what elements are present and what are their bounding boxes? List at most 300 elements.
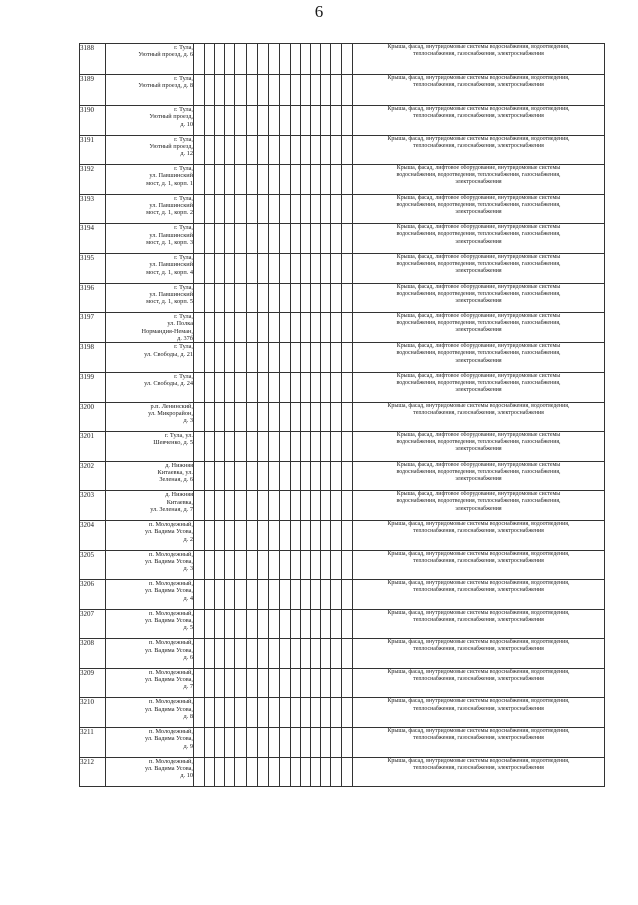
empty-cell — [247, 491, 258, 521]
empty-cell — [247, 757, 258, 787]
empty-cell — [280, 728, 291, 758]
empty-cell — [225, 135, 235, 165]
empty-cell — [291, 698, 301, 728]
works-line: теплоснабжения, газоснабжения, электроснабжения — [413, 51, 544, 58]
empty-cell — [269, 520, 280, 550]
row-address — [106, 728, 194, 758]
empty-cell — [311, 580, 321, 610]
empty-cell — [291, 580, 301, 610]
works-line: Крыша, фасад, внутридомовые системы водоснабжения, водоотведения, — [387, 639, 570, 646]
address-line: Шевченко, д. 5 — [153, 439, 193, 447]
row-works — [353, 609, 605, 639]
empty-cell — [342, 461, 353, 491]
empty-cell — [301, 44, 311, 75]
empty-cell — [269, 461, 280, 491]
empty-cell — [331, 106, 342, 136]
empty-cell — [269, 253, 280, 283]
row-number: 3203 — [80, 491, 106, 521]
empty-cell — [331, 75, 342, 106]
row-number: 3190 — [80, 106, 106, 136]
empty-cell — [280, 75, 291, 106]
empty-cell — [194, 283, 205, 313]
table-row — [80, 343, 605, 373]
empty-cell — [205, 728, 215, 758]
empty-cell — [291, 609, 301, 639]
works-line: электроснабжения — [455, 238, 502, 245]
works-line: Крыша, фасад, внутридомовые системы водоснабжения, водоотведения, — [387, 698, 570, 705]
empty-cell — [205, 44, 215, 75]
empty-cell — [247, 432, 258, 462]
empty-cell — [321, 668, 331, 698]
works-line: электроснабжения — [455, 387, 502, 394]
empty-cell — [225, 461, 235, 491]
empty-cell — [269, 402, 280, 432]
row-works — [353, 461, 605, 491]
works-line: электроснабжения — [455, 505, 502, 512]
empty-cell — [311, 372, 321, 402]
empty-cell — [194, 580, 205, 610]
address-line: ул. Вадима Усова, — [145, 735, 193, 743]
empty-cell — [342, 609, 353, 639]
works-line: Крыша, фасад, лифтовое оборудование, внутридомовые системы — [396, 461, 561, 468]
empty-cell — [301, 372, 311, 402]
empty-cell — [235, 253, 247, 283]
empty-cell — [269, 165, 280, 195]
row-works — [353, 253, 605, 283]
empty-cell — [194, 75, 205, 106]
empty-cell — [321, 106, 331, 136]
works-line: водоснабжения, водоотведения, теплоснабжения, газоснабжения, — [396, 380, 561, 387]
empty-cell — [215, 343, 225, 373]
row-number: 3196 — [80, 283, 106, 313]
address-line: ул. Зеленая, д. 7 — [150, 505, 193, 513]
empty-cell — [280, 44, 291, 75]
row-works — [353, 106, 605, 136]
empty-cell — [331, 313, 342, 343]
row-works — [353, 402, 605, 432]
empty-cell — [321, 432, 331, 462]
empty-cell — [247, 520, 258, 550]
empty-cell — [258, 135, 269, 165]
empty-cell — [291, 520, 301, 550]
empty-cell — [331, 194, 342, 224]
empty-cell — [342, 283, 353, 313]
works-line: Крыша, фасад, лифтовое оборудование, внутридомовые системы — [396, 224, 561, 231]
empty-cell — [225, 491, 235, 521]
empty-cell — [205, 520, 215, 550]
works-line: теплоснабжения, газоснабжения, электроснабжения — [413, 528, 544, 534]
empty-cell — [342, 165, 353, 195]
empty-cell — [291, 44, 301, 75]
row-address — [106, 313, 194, 343]
empty-cell — [247, 224, 258, 254]
empty-cell — [301, 253, 311, 283]
empty-cell — [321, 491, 331, 521]
empty-cell — [215, 75, 225, 106]
empty-cell — [321, 757, 331, 787]
housing-register-table — [79, 43, 605, 787]
address-line: д. 10 — [180, 772, 193, 780]
works-line: Крыша, фасад, лифтовое оборудование, внутридомовые системы — [396, 283, 561, 290]
table-row — [80, 698, 605, 728]
empty-cell — [301, 313, 311, 343]
address-line: д. 3 — [183, 417, 193, 425]
address-line: Китаевка, — [166, 498, 193, 506]
empty-cell — [258, 491, 269, 521]
table-row — [80, 402, 605, 432]
address-line: ул. Свободы, д. 21 — [144, 350, 193, 358]
empty-cell — [258, 253, 269, 283]
empty-cell — [235, 135, 247, 165]
empty-cell — [205, 283, 215, 313]
table-row — [80, 165, 605, 195]
empty-cell — [269, 698, 280, 728]
works-line: водоснабжения, водоотведения, теплоснабжения, газоснабжения, — [396, 320, 561, 327]
empty-cell — [258, 432, 269, 462]
empty-cell — [280, 609, 291, 639]
address-line: Китаевка, ул. — [157, 469, 193, 477]
works-line: Крыша, фасад, внутридомовые системы водоснабжения, водоотведения, — [387, 520, 570, 527]
empty-cell — [269, 639, 280, 669]
address-line: п. Молодежный, — [148, 520, 193, 528]
empty-cell — [311, 432, 321, 462]
address-line: д. 8 — [183, 713, 193, 721]
empty-cell — [215, 44, 225, 75]
empty-cell — [235, 106, 247, 136]
works-line: водоснабжения, водоотведения, теплоснабжения, газоснабжения, — [396, 261, 561, 268]
row-address — [106, 283, 194, 313]
address-line: д. Нижняя — [165, 491, 193, 499]
row-works — [353, 668, 605, 698]
works-line: Крыша, фасад, лифтовое оборудование, внутридомовые системы — [396, 343, 561, 350]
empty-cell — [235, 432, 247, 462]
empty-cell — [321, 343, 331, 373]
address-line: ул. Вадима Усова, — [145, 764, 193, 772]
empty-cell — [331, 372, 342, 402]
empty-cell — [269, 609, 280, 639]
empty-cell — [321, 461, 331, 491]
row-address — [106, 165, 194, 195]
address-line: п. Молодежный, — [148, 668, 193, 676]
empty-cell — [247, 639, 258, 669]
row-number: 3206 — [80, 580, 106, 610]
empty-cell — [258, 106, 269, 136]
address-line: д. 2 — [183, 535, 193, 543]
row-works — [353, 372, 605, 402]
empty-cell — [321, 520, 331, 550]
empty-cell — [269, 550, 280, 580]
row-address — [106, 461, 194, 491]
empty-cell — [280, 106, 291, 136]
row-number: 3192 — [80, 165, 106, 195]
address-line: д. 5 — [183, 624, 193, 632]
empty-cell — [205, 343, 215, 373]
table-row — [80, 520, 605, 550]
empty-cell — [269, 44, 280, 75]
empty-cell — [225, 194, 235, 224]
address-line: д. 4 — [183, 594, 193, 602]
empty-cell — [269, 432, 280, 462]
empty-cell — [194, 432, 205, 462]
empty-cell — [194, 135, 205, 165]
works-line: Крыша, фасад, лифтовое оборудование, внутридомовые системы — [396, 165, 561, 172]
empty-cell — [225, 609, 235, 639]
address-line: Уютный проезд, д. 6 — [138, 51, 193, 59]
address-line: ул. Вадима Усова, — [145, 587, 193, 595]
row-address — [106, 668, 194, 698]
empty-cell — [311, 313, 321, 343]
address-line: г. Тула, — [174, 194, 193, 202]
empty-cell — [280, 343, 291, 373]
row-address — [106, 106, 194, 136]
empty-cell — [280, 224, 291, 254]
address-line: г. Тула, — [174, 253, 193, 261]
empty-cell — [215, 313, 225, 343]
empty-cell — [247, 402, 258, 432]
table-row — [80, 224, 605, 254]
row-number: 3198 — [80, 343, 106, 373]
empty-cell — [235, 313, 247, 343]
empty-cell — [258, 283, 269, 313]
empty-cell — [311, 194, 321, 224]
empty-cell — [235, 639, 247, 669]
empty-cell — [269, 106, 280, 136]
address-line: г. Тула, ул. — [164, 432, 193, 440]
address-line: мост, д. 1, корп. 5 — [146, 298, 193, 306]
empty-cell — [235, 698, 247, 728]
empty-cell — [225, 313, 235, 343]
row-number: 3193 — [80, 194, 106, 224]
address-line: ул. Вадима Усова, — [145, 676, 193, 684]
empty-cell — [301, 520, 311, 550]
empty-cell — [331, 224, 342, 254]
empty-cell — [311, 609, 321, 639]
empty-cell — [205, 75, 215, 106]
empty-cell — [269, 668, 280, 698]
address-line: п. Молодежный, — [148, 550, 193, 558]
empty-cell — [225, 402, 235, 432]
empty-cell — [311, 757, 321, 787]
address-line: г. Тула, — [174, 283, 193, 291]
empty-cell — [342, 491, 353, 521]
empty-cell — [269, 757, 280, 787]
empty-cell — [235, 757, 247, 787]
table-row — [80, 550, 605, 580]
empty-cell — [321, 253, 331, 283]
empty-cell — [291, 75, 301, 106]
row-address — [106, 609, 194, 639]
empty-cell — [280, 194, 291, 224]
works-line: Крыша, фасад, лифтовое оборудование, внутридомовые системы — [396, 491, 561, 498]
empty-cell — [321, 165, 331, 195]
empty-cell — [291, 728, 301, 758]
empty-cell — [301, 106, 311, 136]
table-row — [80, 461, 605, 491]
empty-cell — [311, 165, 321, 195]
empty-cell — [311, 224, 321, 254]
empty-cell — [225, 550, 235, 580]
empty-cell — [331, 343, 342, 373]
empty-cell — [269, 491, 280, 521]
table-row — [80, 757, 605, 787]
empty-cell — [225, 639, 235, 669]
empty-cell — [331, 639, 342, 669]
table-row — [80, 253, 605, 283]
row-works — [353, 698, 605, 728]
empty-cell — [205, 253, 215, 283]
row-number: 3210 — [80, 698, 106, 728]
empty-cell — [235, 343, 247, 373]
address-line: п. Молодежный, — [148, 580, 193, 588]
empty-cell — [301, 343, 311, 373]
address-line: д. Нижняя — [165, 461, 193, 469]
empty-cell — [301, 639, 311, 669]
table-row — [80, 283, 605, 313]
empty-cell — [342, 432, 353, 462]
works-line: электроснабжения — [455, 446, 502, 453]
address-line: Зеленая, д. 6 — [159, 476, 193, 484]
address-line: ул. Вадима Усова, — [145, 646, 193, 654]
address-line: Уютный проезд, — [149, 142, 193, 150]
row-works — [353, 135, 605, 165]
row-works — [353, 491, 605, 521]
empty-cell — [194, 550, 205, 580]
empty-cell — [235, 372, 247, 402]
row-works — [353, 283, 605, 313]
empty-cell — [258, 520, 269, 550]
empty-cell — [342, 550, 353, 580]
address-line: д. 9 — [183, 742, 193, 750]
empty-cell — [291, 757, 301, 787]
empty-cell — [247, 343, 258, 373]
empty-cell — [258, 550, 269, 580]
empty-cell — [342, 194, 353, 224]
empty-cell — [215, 224, 225, 254]
table-row — [80, 44, 605, 75]
empty-cell — [258, 698, 269, 728]
works-line: водоснабжения, водоотведения, теплоснабжения, газоснабжения, — [396, 350, 561, 357]
table-row — [80, 668, 605, 698]
address-line: Уютный проезд, д. 8 — [138, 82, 193, 90]
works-line: водоснабжения, водоотведения, теплоснабжения, газоснабжения, — [396, 201, 561, 208]
address-line: д. 10 — [180, 120, 193, 128]
empty-cell — [331, 165, 342, 195]
empty-cell — [301, 580, 311, 610]
empty-cell — [311, 639, 321, 669]
empty-cell — [258, 343, 269, 373]
empty-cell — [215, 668, 225, 698]
empty-cell — [301, 698, 311, 728]
works-line: Крыша, фасад, лифтовое оборудование, внутридомовые системы — [396, 313, 561, 320]
empty-cell — [194, 343, 205, 373]
empty-cell — [342, 698, 353, 728]
empty-cell — [235, 491, 247, 521]
empty-cell — [225, 75, 235, 106]
empty-cell — [247, 106, 258, 136]
address-line: ул. Павшинский — [149, 290, 193, 298]
row-address — [106, 550, 194, 580]
empty-cell — [225, 165, 235, 195]
works-line: теплоснабжения, газоснабжения, электроснабжения — [413, 557, 544, 564]
works-line: Крыша, фасад, внутридомовые системы водоснабжения, водоотведения, — [387, 757, 570, 764]
empty-cell — [269, 580, 280, 610]
address-line: д. 6 — [183, 653, 193, 661]
address-line: г. Тула, — [174, 313, 193, 321]
empty-cell — [205, 402, 215, 432]
row-number: 3201 — [80, 432, 106, 462]
empty-cell — [321, 639, 331, 669]
row-number: 3191 — [80, 135, 106, 165]
empty-cell — [301, 194, 311, 224]
address-line: п. Молодежный, — [148, 639, 193, 647]
works-line: Крыша, фасад, внутридомовые системы водоснабжения, водоотведения, — [387, 402, 570, 409]
empty-cell — [247, 609, 258, 639]
address-line: р.п. Ленинский, — [150, 402, 193, 410]
empty-cell — [331, 550, 342, 580]
empty-cell — [194, 194, 205, 224]
empty-cell — [225, 757, 235, 787]
empty-cell — [225, 432, 235, 462]
empty-cell — [342, 313, 353, 343]
empty-cell — [342, 44, 353, 75]
empty-cell — [247, 165, 258, 195]
works-line: Крыша, фасад, внутридомовые системы водоснабжения, водоотведения, — [387, 609, 570, 616]
empty-cell — [301, 728, 311, 758]
row-number: 3194 — [80, 224, 106, 254]
row-address — [106, 757, 194, 787]
address-line: г. Тула, — [174, 165, 193, 173]
empty-cell — [235, 609, 247, 639]
table-row — [80, 491, 605, 521]
empty-cell — [235, 194, 247, 224]
row-works — [353, 639, 605, 669]
row-number: 3202 — [80, 461, 106, 491]
empty-cell — [342, 639, 353, 669]
empty-cell — [247, 283, 258, 313]
works-line: теплоснабжения, газоснабжения, электроснабжения — [413, 113, 544, 120]
empty-cell — [194, 224, 205, 254]
row-address — [106, 44, 194, 75]
empty-cell — [331, 609, 342, 639]
works-line: водоснабжения, водоотведения, теплоснабжения, газоснабжения, — [396, 498, 561, 505]
empty-cell — [301, 165, 311, 195]
empty-cell — [280, 580, 291, 610]
works-line: теплоснабжения, газоснабжения, электроснабжения — [413, 764, 544, 771]
empty-cell — [194, 757, 205, 787]
row-number: 3195 — [80, 253, 106, 283]
empty-cell — [225, 283, 235, 313]
works-line: теплоснабжения, газоснабжения, электроснабжения — [413, 142, 544, 149]
address-line: п. Молодежный, — [148, 728, 193, 736]
row-works — [353, 343, 605, 373]
address-line: ул. Вадима Усова, — [145, 528, 193, 536]
empty-cell — [342, 135, 353, 165]
works-line: Крыша, фасад, внутридомовые системы водоснабжения, водоотведения, — [387, 135, 570, 142]
empty-cell — [215, 194, 225, 224]
empty-cell — [205, 106, 215, 136]
row-number: 3197 — [80, 313, 106, 343]
empty-cell — [291, 432, 301, 462]
empty-cell — [311, 461, 321, 491]
table-row — [80, 580, 605, 610]
empty-cell — [269, 194, 280, 224]
row-number: 3189 — [80, 75, 106, 106]
empty-cell — [342, 728, 353, 758]
empty-cell — [247, 372, 258, 402]
empty-cell — [194, 520, 205, 550]
works-line: водоснабжения, водоотведения, теплоснабжения, газоснабжения, — [396, 172, 561, 179]
table-row — [80, 432, 605, 462]
